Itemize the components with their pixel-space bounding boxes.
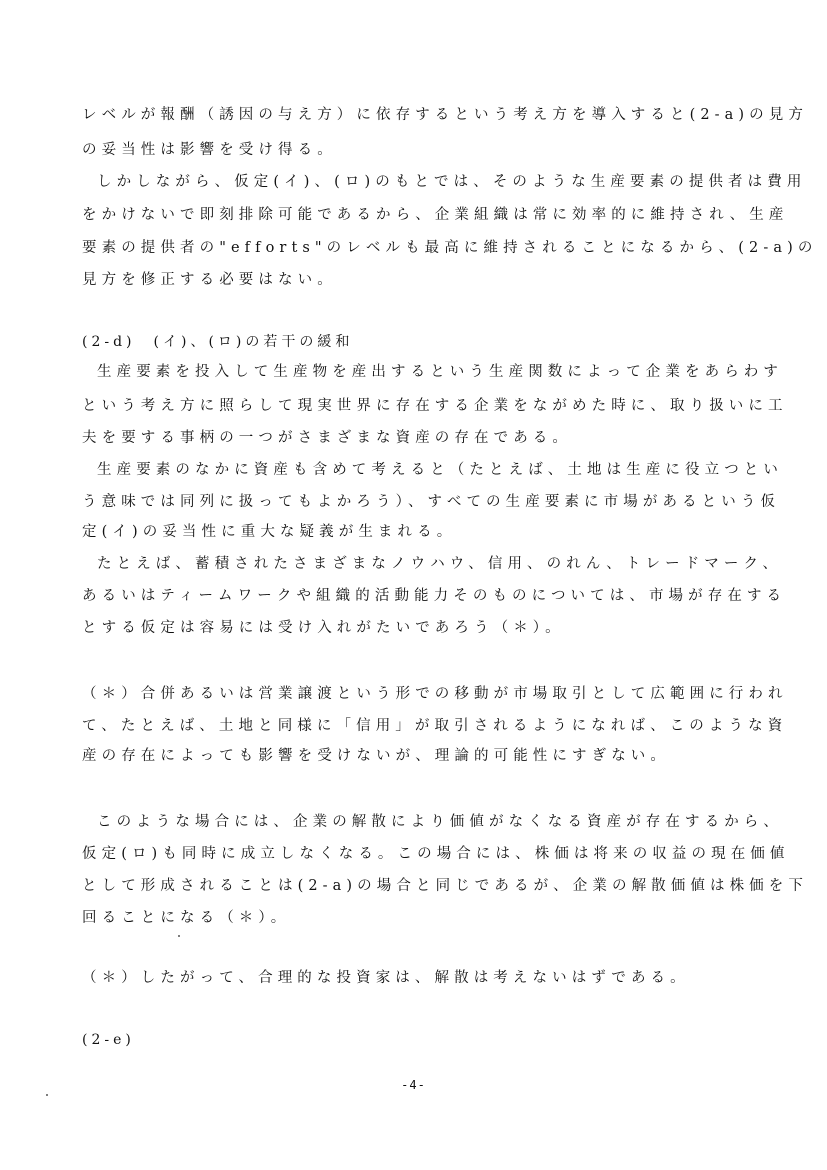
text-line: 夫を要する事柄の一つがさまざまな資産の存在である。	[82, 430, 572, 446]
text-line: しかしながら、仮定(イ)、(ロ)のもとでは、そのような生産要素の提供者は費用	[97, 174, 807, 190]
text-line: レベルが報酬（誘因の与え方）に依存するという考え方を導入すると(2-a)の見方	[82, 107, 808, 123]
text-line: 生産要素を投入して生産物を産出するという生産関数によって企業をあらわす	[97, 364, 783, 380]
text-line: 見方を修正する必要はない。	[82, 272, 337, 288]
text-line: として形成されることは(2-a)の場合と同じであるが、企業の解散価値は株価を下	[82, 878, 808, 894]
text-line: とする仮定は容易には受け入れがたいであろう（＊）。	[82, 620, 565, 636]
page-number: -4-	[401, 1078, 426, 1092]
section-heading: (2-e)	[82, 1032, 135, 1048]
text-line: う意味では同列に扱ってもよかろう）、すべての生産要素に市場があるという仮	[82, 494, 781, 510]
footnote-line: （＊）したがって、合理的な投資家は、解散は考えないはずである。	[82, 970, 690, 986]
text-line: という考え方に照らして現実世界に存在する企業をながめた時に、取り扱いに工	[82, 398, 788, 414]
text-line: 要素の提供者の"efforts"のレベルも最高に維持されることになるから、(2-a)の	[82, 240, 818, 256]
text-line: をかけないで即刻排除可能であるから、企業組織は常に効率的に維持され、生産	[82, 207, 789, 223]
section-heading: (2-d) (イ)、(ロ)の若干の緩和	[82, 334, 354, 350]
footnote-line: 産の存在によっても影響を受けないが、理論的可能性にすぎない。	[82, 748, 670, 764]
text-line: 仮定(ロ)も同時に成立しなくなる。この場合には、株価は将来の収益の現在価値	[82, 846, 790, 862]
text-line: あるいはティームワークや組織的活動能力そのものについては、市場が存在する	[82, 588, 787, 604]
text-line: 回ることになる（＊）。	[82, 910, 291, 926]
text-line: 定(イ)の妥当性に重大な疑義が生まれる。	[82, 524, 457, 540]
footnote-line: て、たとえば、土地と同様に「信用」が取引されるようになれば、このような資	[82, 718, 788, 734]
text-line: たとえば、蓄積されたさまざまなノウハウ、信用、のれん、トレードマーク、	[97, 556, 783, 572]
text-line: の妥当性は影響を受け得る。	[82, 142, 337, 158]
scan-speck	[46, 1094, 48, 1096]
scan-speck	[178, 935, 180, 937]
text-line: 生産要素のなかに資産も含めて考えると（たとえば、土地は生産に役立つとい	[97, 462, 783, 478]
footnote-line: （＊）合併あるいは営業譲渡という形での移動が市場取引として広範囲に行われ	[82, 686, 788, 702]
text-line: このような場合には、企業の解散により価値がなくなる資産が存在するから、	[97, 814, 783, 830]
